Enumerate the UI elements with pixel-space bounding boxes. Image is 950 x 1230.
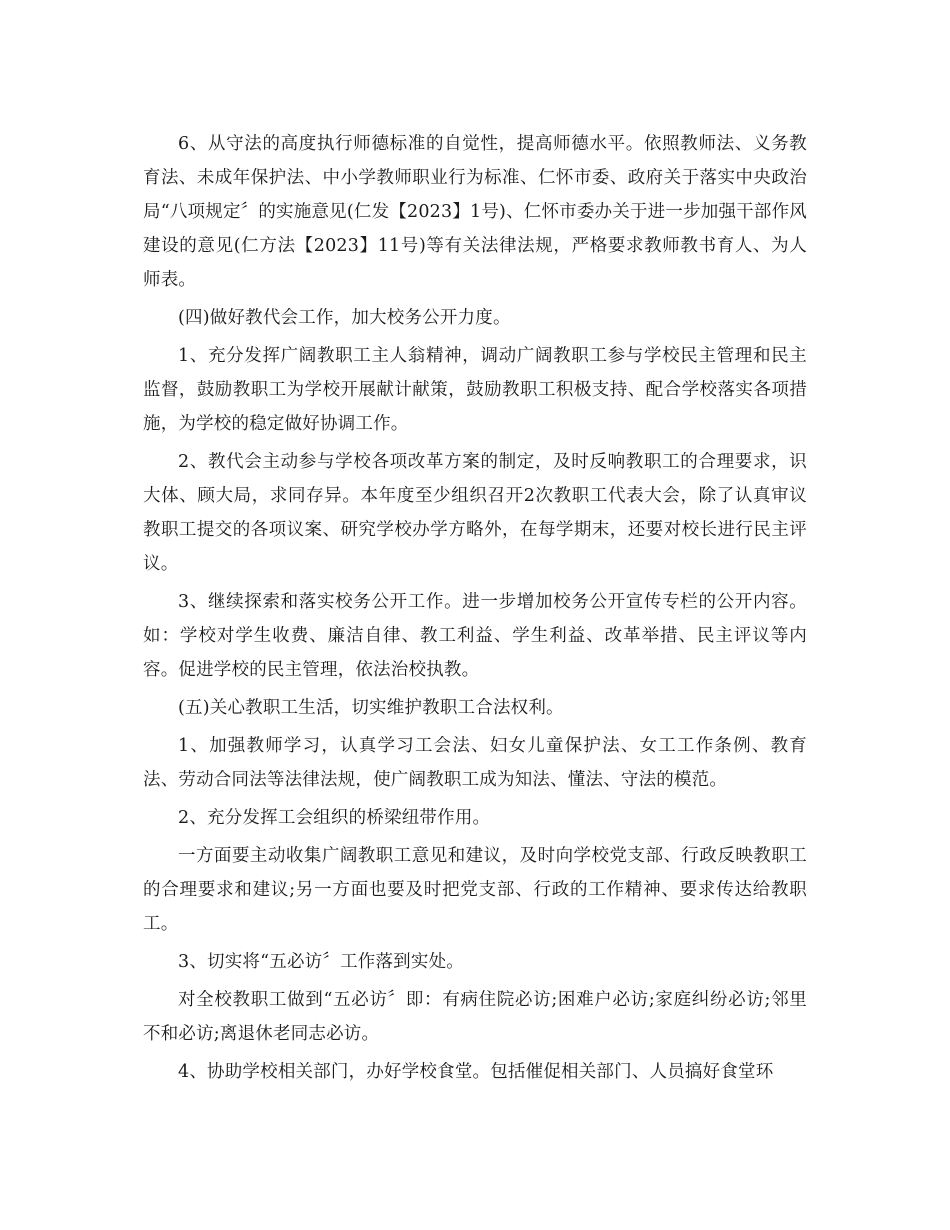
- paragraph-five-visits-detail: 对全校教职工做到“五必访〞即：有病住院必访;困难户必访;家庭纠纷必访;邻里不和必访;离退休老同志必访。: [143, 990, 807, 1044]
- section-heading-4-staff-congress: (四)做好教代会工作，加大校务公开力度。: [178, 308, 511, 328]
- paragraph-item-1-legal-study: 1、加强教师学习，认真学习工会法、妇女儿童保护法、女工工作条例、教育法、劳动合同法等法律法规，使广阔教职工成为知法、懂法、守法的模范。: [143, 736, 807, 790]
- paragraph-item-3-school-affairs-openness: 3、继续探索和落实校务公开工作。进一步增加校务公开宣传专栏的公开内容。如：学校对学生收费、廉洁自律、教工利益、学生利益、改革举措、民主评议等内容。促进学校的民主管理，依法治校执教。: [143, 592, 807, 680]
- section-heading-5-staff-welfare: (五)关心教职工生活，切实维护教职工合法权利。: [178, 698, 564, 718]
- document-body: [143, 127, 807, 1093]
- paragraph-item-2-staff-congress-reform: 2、教代会主动参与学校各项改革方案的制定，及时反响教职工的合理要求，识大体、顾大局，求同存异。本年度至少组织召开2次教职工代表大会，除了认真审议教职工提交的各项议案、研究学校办学方略外，在每学期末，还要对校长进行民主评议。: [143, 452, 807, 574]
- paragraph-item-4-canteen: 4、协助学校相关部门，办好学校食堂。包括催促相关部门、人员搞好食堂环: [178, 1062, 774, 1082]
- paragraph-item-2-bridge-role: 2、充分发挥工会组织的桥梁纽带作用。: [178, 808, 491, 828]
- paragraph-item-1-democratic-management: 1、充分发挥广阔教职工主人翁精神，调动广阔教职工参与学校民主管理和民主监督，鼓励教职工为学校开展献计献策，鼓励教职工积极支持、配合学校落实各项措施，为学校的稳定做好协调工作。: [143, 346, 807, 434]
- paragraph-bridge-role-detail: 一方面要主动收集广阔教职工意见和建议，及时向学校党支部、行政反映教职工的合理要求和建议;另一方面也要及时把党支部、行政的工作精神、要求传达给教职工。: [143, 846, 807, 934]
- paragraph-item-6-teacher-ethics: 6、从守法的高度执行师德标准的自觉性，提高师德水平。依照教师法、义务教育法、未成年保护法、中小学教师职业行为标准、仁怀市委、政府关于落实中央政治局“八项规定〞的实施意见(仁发【2023】1号)、仁怀市委办关于进一步加强干部作风建设的意见(仁方法【2023】11号)等有关法律法规，严格要求教师教书育人、为人师表。: [143, 134, 807, 290]
- paragraph-item-3-five-visits: 3、切实将“五必访〞工作落到实处。: [178, 952, 464, 972]
